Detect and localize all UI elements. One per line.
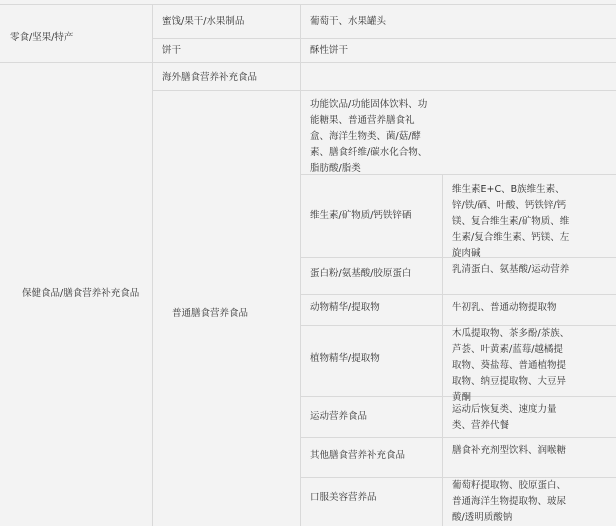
- column-divider: [300, 4, 301, 526]
- row-divider: [300, 437, 616, 438]
- level3-cell: 植物精华/提取物: [310, 353, 380, 364]
- level3-cell: 运动营养食品: [310, 411, 368, 422]
- column-divider: [442, 174, 443, 526]
- level2-cell: 普通膳食营养食品: [172, 308, 249, 319]
- column-divider: [152, 4, 153, 526]
- level3-cell: 蛋白粉/氨基酸/胶原蛋白: [310, 268, 412, 279]
- level2-cell: 蜜饯/果干/水果制品: [162, 16, 245, 27]
- row-divider: [0, 4, 616, 5]
- level4-cell: 葡萄籽提取物、胶原蛋白、普通海洋生物提取物、玻尿酸/透明质酸钠: [452, 480, 567, 523]
- row-divider: [300, 294, 616, 295]
- row-divider: [0, 62, 616, 63]
- level3-cell: 其他膳食营养补充食品: [310, 450, 406, 461]
- level4-cell: 维生素E+C、B族维生素、锌/铁/硒、叶酸、钙铁锌/钙镁、复合维生素/矿物质、维生素/复合维生素、钙镁、左旋肉碱: [452, 184, 570, 259]
- level3-cell: 动物精华/提取物: [310, 302, 380, 313]
- level3-cell: 酥性饼干: [310, 45, 349, 56]
- level4-cell: 牛初乳、普通动物提取物: [452, 302, 557, 313]
- level3-cell: 葡萄干、水果罐头: [310, 16, 387, 27]
- level4-cell: 乳清蛋白、氨基酸/运动营养: [452, 264, 570, 275]
- level2-cell: 海外膳食营养补充食品: [162, 72, 258, 83]
- level3-cell: 口服美容营养品: [310, 492, 377, 503]
- level4-cell: 运动后恢复类、速度力量类、营养代餐: [452, 404, 557, 431]
- level2-cell: 饼干: [162, 45, 182, 56]
- level3-cell: 维生素/矿物质/钙铁锌硒: [310, 210, 412, 221]
- row-divider: [152, 90, 616, 91]
- level3-cell: 功能饮品/功能固体饮料、功能糖果、普通营养膳食礼盒、海洋生物类、菌/菇/酵素、膳食纤维/碳水化合物、脂肪酸/脂类: [310, 99, 428, 174]
- level4-cell: 木瓜提取物、茶多酚/茶族、芦荟、叶黄素/蓝莓/越橘提取物、葵盐莓、普通植物提取物、纳豆提取物、大豆异黄酮: [452, 328, 570, 403]
- row-divider: [152, 38, 616, 39]
- level4-cell: 膳食补充剂型饮料、润喉糖: [452, 445, 567, 456]
- level1-cell: 零食/坚果/特产: [10, 32, 74, 43]
- level1-cell: 保健食品/膳食营养补充食品: [22, 288, 140, 299]
